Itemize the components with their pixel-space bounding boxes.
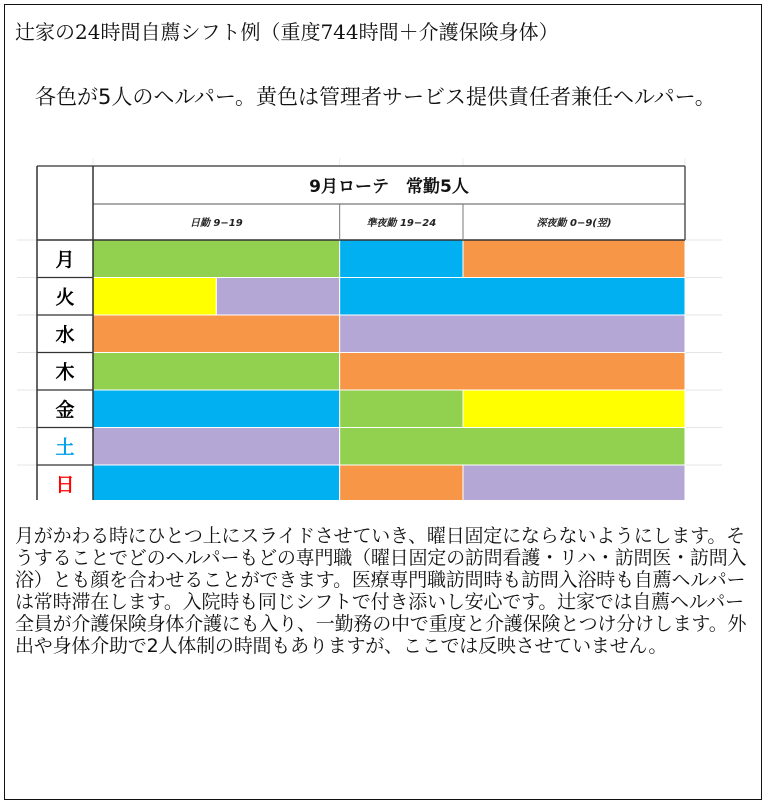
shift-bar [463, 240, 685, 278]
column-header-label: 日勤 9−19 [189, 218, 243, 229]
chart-title: 9月ローテ 常勤5人 [309, 177, 469, 197]
shift-bar [340, 315, 685, 353]
intro-text: 各色が5人のヘルパー。黄色は管理者サービス提供責任者兼任ヘルパー。 [35, 85, 716, 109]
column-header-label: 深夜勤 0−9(翌) [536, 218, 612, 229]
day-label: 月 [55, 248, 75, 271]
shift-rotation-chart [17, 158, 722, 500]
shift-bar [463, 390, 685, 428]
document-frame [4, 4, 762, 800]
shift-bar [463, 465, 685, 500]
shift-bar [340, 278, 685, 316]
body-text: 月がかわる時にひとつ上にスライドさせていき、曜日固定にならないようにします。そうすることでどのヘルパーもどの専門職（曜日固定の訪問看護・リハ・訪問医・訪問入浴）とも顔を合わせることができます。医療専門職訪問時も訪問入浴時も自薦ヘルパーは常時滞在します。入院時も同じシフトで付き添いし安心です。辻家では自薦ヘルパー全員が介護保険身体介護にも入り、一勤務の中で重度と介護保険とつけ分けします。外出や身体介助で2人体制の時間もありますが、ここでは反映させていません。 [15, 525, 747, 657]
shift-bar [93, 240, 340, 278]
day-label: 水 [55, 323, 75, 346]
shift-bar [93, 465, 340, 500]
shift-bar [93, 428, 340, 466]
shift-chart-svg [17, 158, 722, 500]
shift-bar [340, 240, 463, 278]
shift-bar [340, 353, 685, 391]
day-label: 火 [55, 286, 75, 309]
shift-bar [93, 315, 340, 353]
shift-bar [93, 390, 340, 428]
day-label: 金 [55, 398, 75, 421]
shift-bar [340, 428, 685, 466]
day-label: 土 [55, 436, 75, 459]
shift-bar [216, 278, 339, 316]
shift-bar [340, 390, 463, 428]
shift-bar [340, 465, 463, 500]
day-label: 日 [55, 473, 75, 496]
shift-bar [93, 278, 216, 316]
shift-bar [93, 353, 340, 391]
column-header-label: 準夜勤 19−24 [366, 218, 437, 229]
day-label: 木 [55, 361, 75, 384]
page-title: 辻家の24時間自薦シフト例（重度744時間＋介護保険身体） [15, 20, 559, 44]
